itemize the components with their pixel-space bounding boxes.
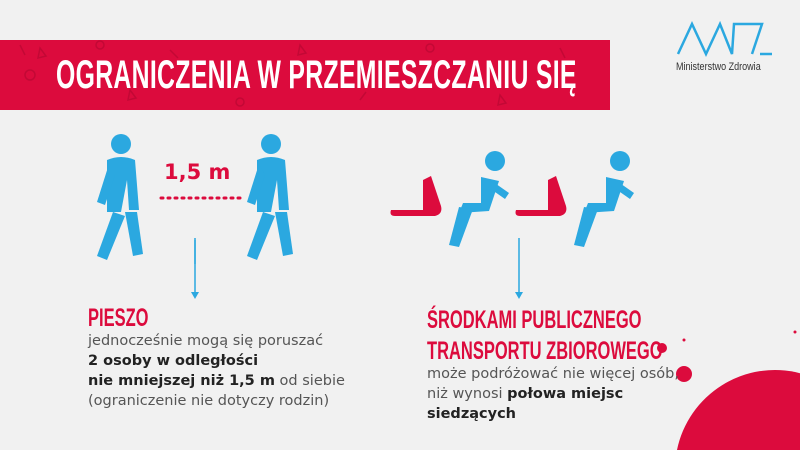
arrow-down-icon [512,238,526,300]
ministry-logo-icon [676,20,776,60]
transport-heading-line2: TRANSPORTU ZBIOROWEGO [427,337,663,365]
walking-person-icon [97,134,143,260]
logo-text: Ministerstwo Zdrowia [676,61,761,73]
transport-heading-line1: ŚRODKAMI PUBLICZNEGO [427,306,642,334]
text-line-bold: 2 osoby w odległości [88,353,259,369]
text-line: (ograniczenie nie dotyczy rodzin) [88,393,330,409]
text-line-bold: siedzących [427,406,517,422]
transport-description [427,364,679,424]
arrow-down-icon [188,238,202,300]
text-line: jednocześnie mogą się poruszać [88,333,324,349]
text-line: może podróżować nie więcej osób, [427,366,679,382]
seated-person-icon [449,151,509,247]
seated-person-icon [574,151,634,247]
pedestrian-description [88,331,345,411]
text-line-bold: połowa miejsc [507,386,624,402]
distance-label: 1,5 m [164,160,231,184]
pedestrians-illustration [85,130,325,265]
seat-icon [391,176,442,216]
walking-person-icon [247,134,293,260]
seat-icon [516,176,567,216]
page-title: OGRANICZENIA W PRZEMIESZCZANIU SIĘ [56,53,577,97]
text-line-bold: nie mniejszej niż 1,5 m [88,373,275,389]
text-line: niż wynosi [427,386,508,402]
pedestrian-heading: PIESZO [88,304,149,332]
text-line: od siebie [274,373,345,389]
seated-passengers-illustration [385,145,645,250]
